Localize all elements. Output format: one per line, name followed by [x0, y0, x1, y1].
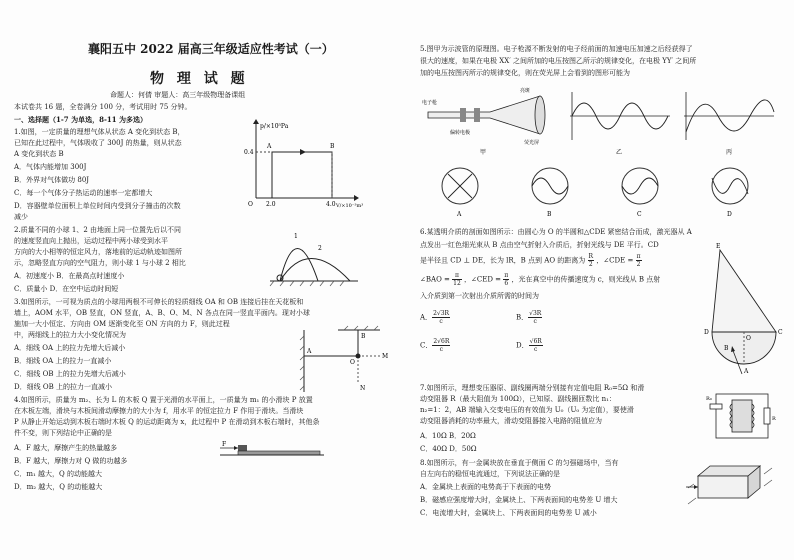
exam-info: 本试卷共 16 题，全卷满分 100 分，考试用时 75 分钟。	[14, 103, 192, 111]
q6-label-a: A	[744, 368, 749, 375]
q6-option-a: A． $\frac{2√3R}{c}$	[420, 310, 450, 325]
q4-board-figure	[216, 440, 326, 462]
q8-option-a: A．金属块上表面的电势高于下表面的电势	[420, 483, 552, 491]
q6-frac-pi2: $\frac{\pi}{2}$	[636, 253, 641, 268]
q1-line: 已知在此过程中，气体吸收了 300J 的热量，则从状态	[14, 139, 182, 147]
q2-line: 示，忽略竖直方向的空气阻力，则小球 1 与小球 2 相比	[14, 259, 186, 267]
exam-authors: 命题人：何倩 审题人：高三年级物理备课组	[110, 91, 246, 99]
q5-option-b: B	[547, 211, 552, 218]
q1-option-d-cont: 减少	[14, 213, 28, 221]
q6-cde-text: ，∠CDE =	[596, 256, 634, 265]
q1-graph-ytick: 0.4	[244, 149, 254, 156]
q2-line: 方向的大小相等的恒定风力，落地前的运动轨迹如图所	[14, 248, 182, 256]
q4-line: 4.如图所示，质量为 m₂、长为 L 的木板 Q 置于光滑的水平面上，一质量为 m₁ 的小滑块 P 放置	[14, 396, 313, 404]
q2-line: 的速度竖直向上抛出，运动过程中两小球受到水平	[14, 237, 168, 245]
q8-line: 8.如图所示，有一金属块放在垂直于侧面 C 的匀强磁场中，当有	[420, 459, 619, 467]
q1-option-c: C．每一个气体分子热运动的速率一定都增大	[14, 189, 153, 197]
q4-option-b: B．F 越大，摩擦力对 Q 做的功越多	[14, 457, 128, 465]
q5-line: 加的电压按图丙所示的规律变化，则在荧光屏上会看到的图形可能为	[420, 69, 630, 77]
q3-line: 墙上，AOM 水平，OB 竖直，ON 竖直，A、B、O、M、N 各点在同一竖直平面内。现对小球	[14, 309, 310, 317]
exam-title: 襄阳五中 2022 届高三年级适应性考试（一）	[88, 42, 334, 56]
q3-option-c: C．细线 OB 上的拉力先增大后减小	[14, 370, 126, 378]
q1-line: A 变化到状态 B	[14, 150, 64, 158]
q6-label-o: O	[746, 335, 751, 342]
q6-line4-rest: ，光在真空中的传播速度为 c，则光线从 B 点射	[511, 275, 661, 284]
q1-option-d: D．容器壁单位面积上单位时间内受到分子撞击的次数	[14, 202, 181, 210]
q6-line1: 6.某透明介质的剖面如图所示：由圆心为 O 的半圆和△CDE 紧密结合而成，激光器从 A	[420, 228, 692, 236]
q1-xtick: 2.0	[266, 201, 276, 208]
q5-line: 5.图甲为示波管的原理图。电子枪源不断发射的电子经前面的加速电压加速之后经获得了	[420, 45, 693, 53]
q3-line: 3.如图所示，一可视为质点的小球用两根不可伸长的轻质细线 OA 和 OB 连接后挂在天花板和	[14, 298, 304, 306]
q6-frac-r2: $\frac{R}{2}$	[588, 253, 594, 268]
q3-label-o: O	[350, 359, 355, 366]
q1-xtick: 4.0	[326, 201, 336, 208]
q3-force-figure	[298, 326, 388, 394]
q2-trajectory-figure	[268, 226, 360, 288]
q5-line: 很大的速度，如果在电极 XX′ 之间所加的电压按图乙所示的规律变化，在电极 YY′ 之间所	[420, 57, 697, 65]
q5-option-a: A	[457, 211, 462, 218]
q8-option-b: B．磁感应强度增大时，金属块上、下两表面间的电势差 U 增大	[420, 496, 618, 504]
q1-line: 1.如图，一定质量的理想气体从状态 A 变化到状态 B，	[14, 128, 185, 136]
q2-options-cd: C．质量小 D．在空中运动时间短	[14, 285, 119, 293]
q4-option-c: C．m₁ 越大，Q 的动能越大	[14, 470, 102, 478]
q6-label-d: D	[704, 329, 709, 336]
q7-label-r0: R₀	[706, 396, 712, 402]
q4-line: P 从静止开始运动到木板右端时木板 Q 的运动距离为 x，此过程中 P 在滑动到木板右端时，其他条	[14, 418, 320, 426]
q4-line: 件不变，则下列结论中正确的是	[14, 429, 112, 437]
q7-line: 7.如图所示，理想变压器原、副线圈两端分别接有定值电阻 R₀=5Ω 和滑	[420, 384, 645, 392]
q8-line: 自左向右的稳恒电流通过，下列说法正确的是	[420, 470, 560, 478]
q2-label-2: 2	[318, 245, 322, 252]
q3-line: 中，两细线上的拉力大小变化情况为	[14, 331, 126, 339]
q1-origin: O	[248, 201, 253, 208]
q5-option-c: C	[637, 211, 642, 218]
q7-label-r: R	[772, 416, 776, 422]
q7-options-ab: A．10Ω B．20Ω	[420, 432, 476, 440]
q6-option-b: B． $\frac{√3R}{c}$	[516, 310, 542, 325]
q7-line: n₂=1：2，AB 端输入交变电压的有效值为 U₀（U₀ 为定值），要使滑	[420, 406, 634, 414]
q6-frac-pi6: $\frac{\pi}{6}$	[504, 272, 509, 287]
q8-metal-block-figure	[684, 458, 774, 508]
q1-graph-xlabel: V/×10⁻³m³	[336, 203, 364, 209]
q4-line: 在木板左端，滑块与木板间滑动摩擦力的大小为 f，用水平 的恒定拉力 F 作用于滑块。当滑块	[14, 407, 304, 415]
q5-label-screen: 荧光屏	[524, 140, 540, 146]
q5-caption-yi: 乙	[616, 149, 623, 156]
q2-label-1: 1	[294, 233, 298, 240]
q3-label-a: A	[307, 348, 312, 355]
q4-option-d: D．m₂ 越大，Q 的动能越大	[14, 483, 103, 491]
q5-caption-jia: 甲	[480, 149, 487, 156]
q6-frac-pi12: $\frac{\pi}{12}$	[453, 272, 461, 287]
q7-line: 动变阻器消耗的功率最大，滑动变阻器接入电路的阻值应为	[420, 417, 602, 425]
q3-line: 施加一大小恒定、方向由 OM 逐渐变化至 ON 方向的力 F，则此过程	[14, 320, 230, 328]
q1-option-a: A．气体内能增加 300J	[14, 163, 87, 171]
q2-options-ab: A．初速度小 B．在最高点时速度小	[14, 272, 125, 280]
q1-pv-graph	[242, 118, 364, 209]
q6-line2: 点发出一红色细光束从 B 点由空气折射入介质后，折射光线与 DE 平行。CD	[420, 241, 659, 249]
q6-label-c: C	[778, 329, 783, 336]
q6-option-c: C． $\frac{2√6R}{c}$	[420, 338, 450, 353]
q6-line4	[420, 272, 660, 287]
q6-line3-text: 是半径且 CD ⊥ DE，长为 lR，B 点到 AO 的距离为	[420, 256, 586, 265]
q5-option-d: D	[727, 211, 732, 218]
q7-options-cd: C．40Ω D．50Ω	[420, 445, 477, 453]
q3-option-b: B．细线 OA 上的拉力一直减小	[14, 357, 112, 365]
q2-line: 2.质量不同的小球 1、2 由地面上同一位置先后以不同	[14, 226, 182, 234]
left-column	[10, 0, 396, 560]
q1-option-b: B．外界对气体做功 80J	[14, 176, 90, 184]
q6-medium-figure	[702, 240, 786, 376]
q5-oscilloscope-figure	[420, 82, 780, 222]
q3-option-d: D．细线 OB 上的拉力一直减小	[14, 383, 112, 391]
right-column	[404, 0, 788, 560]
q5-label-plates: 偏转电极	[450, 130, 471, 136]
q7-transformer-figure	[702, 384, 782, 448]
q6-ced-text: ，∠CED =	[464, 275, 502, 284]
q6-label-e: E	[716, 243, 721, 250]
q5-caption-bing: 丙	[726, 149, 733, 156]
q5-label-spot: 亮斑	[520, 88, 531, 94]
q3-option-a: A．细线 OA 上的拉力先增大后减小	[14, 344, 126, 352]
q4-option-a: A．F 越大，摩擦产生的热量越多	[14, 444, 118, 452]
q6-label-b: B	[724, 345, 729, 352]
q3-label-m: M	[382, 353, 389, 360]
section-heading: 一、选择题（1-7 为单选，8-11 为多选）	[14, 115, 148, 124]
q6-line3	[420, 253, 642, 268]
exam-subject: 物 理 试 题	[150, 71, 249, 87]
q7-line: 动变阻器 R（最大阻值为 100Ω），已知原、副线圈匝数比 n₁：	[420, 395, 616, 403]
q6-option-d: D． $\frac{√6R}{c}$	[516, 338, 542, 353]
q4-label-f: F	[222, 441, 227, 448]
q1-point-b: B	[330, 143, 335, 150]
q6-line5: 入介质到第一次射出介质所需的时间为	[420, 292, 539, 300]
q6-bao-text: ∠BAO =	[420, 275, 450, 284]
q3-label-n: N	[360, 385, 366, 392]
q1-point-a: A	[267, 143, 272, 150]
q8-option-c: C．电流增大时，金属块上、下两表面间的电势差 U 减小	[420, 509, 597, 517]
q5-label-gun: 电子枪	[422, 100, 438, 106]
q1-graph-ylabel: p/×10⁵Pa	[260, 123, 289, 130]
q3-label-b: B	[361, 333, 366, 340]
